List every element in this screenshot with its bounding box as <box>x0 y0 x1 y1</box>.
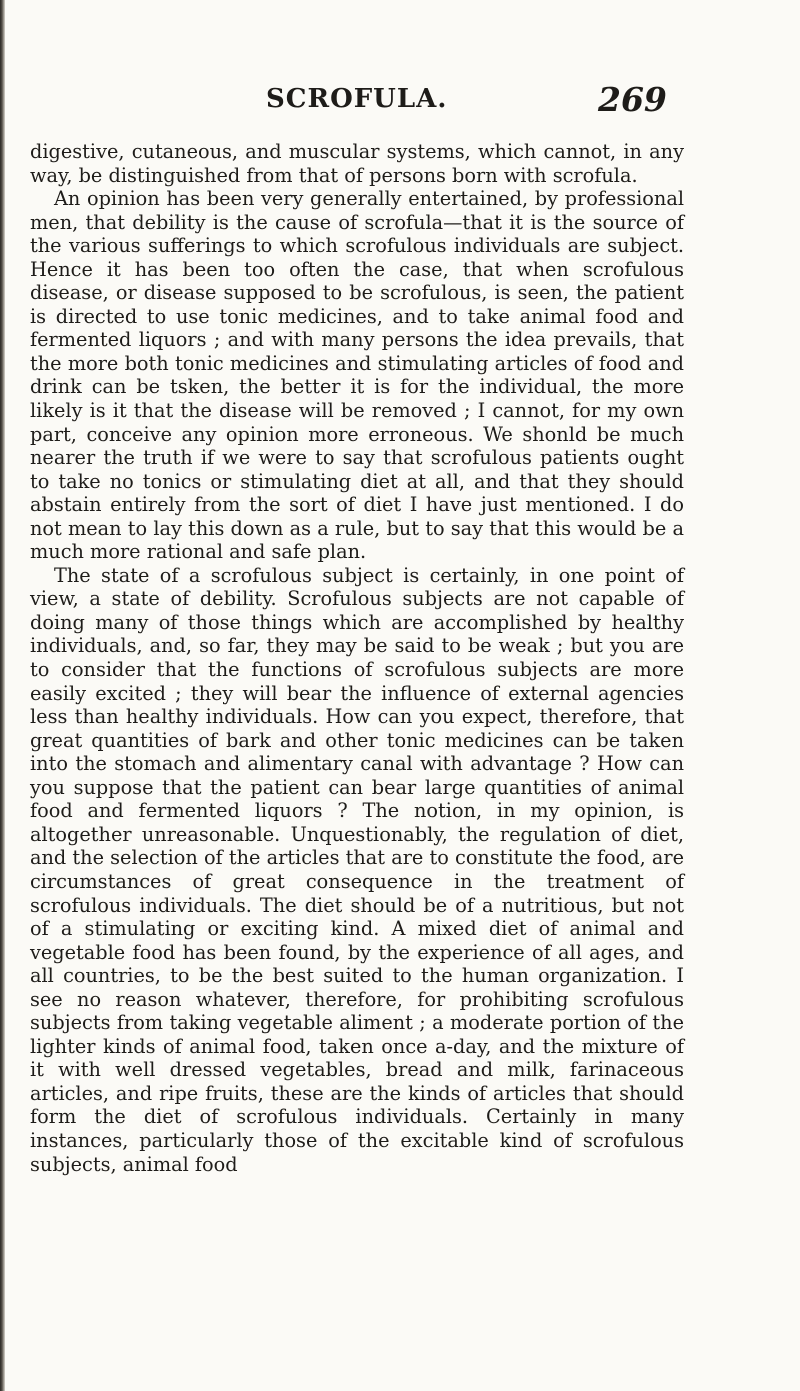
page-number: 269 <box>598 80 667 119</box>
paragraph-continuation: digestive, cutaneous, and muscular systems, which cannot, in any way, be distinguished from that of persons born with scrofula. <box>30 140 684 187</box>
page-header <box>0 80 800 124</box>
running-head: SCROFULA. <box>266 84 448 114</box>
paragraph-debility-opinion: An opinion has been very generally entertained, by professional men, that debility is the cause of scrofula—that it is the source of the various sufferings to which scrofulous individuals are subject. Hence it has been too often the case, that when scrofulous disease, or disease supposed to be scrofulous, is seen, the patient is directed to use tonic medicines, and to take animal food and fermented liquors ; and with many persons the idea prevails, that the more both tonic medicines and stimulating articles of food and drink can be tsken, the better it is for the individual, the more likely is it that the disease will be removed ; I cannot, for my own part, conceive any opinion more erroneous. We shonld be much nearer the truth if we were to say that scrofulous patients ought to take no tonics or stimulating diet at all, and that they should abstain entirely from the sort of diet I have just mentioned. I do not mean to lay this down as a rule, but to say that this would be a much more rational and safe plan. <box>30 187 684 564</box>
body-text <box>30 140 684 1176</box>
paragraph-diet: The state of a scrofulous subject is certainly, in one point of view, a state of debility. Scrofulous subjects are not capable of doing many of those things which are accomplished by healthy individuals, and, so far, they may be said to be weak ; but you are to consider that the functions of scrofulous subjects are more easily excited ; they will bear the influence of external agencies less than healthy individuals. How can you expect, therefore, that great quantities of bark and other tonic medicines can be taken into the stomach and alimentary canal with advantage ? How can you suppose that the patient can bear large quantities of animal food and fermented liquors ? The notion, in my opinion, is altogether unreasonable. Unquestionably, the regulation of diet, and the selection of the articles that are to constitute the food, are circumstances of great consequence in the treatment of scrofulous individuals. The diet should be of a nutritious, but not of a stimulating or exciting kind. A mixed diet of animal and vegetable food has been found, by the experience of all ages, and all countries, to be the best suited to the human organization. I see no reason whatever, therefore, for prohibiting scrofulous subjects from taking vegetable aliment ; a moderate portion of the lighter kinds of animal food, taken once a-day, and the mixture of it with well dressed vegetables, bread and milk, farinaceous articles, and ripe fruits, these are the kinds of articles that should form the diet of scrofulous individuals. Certainly in many instances, particularly those of the excitable kind of scrofulous subjects, animal food <box>30 563 684 1176</box>
